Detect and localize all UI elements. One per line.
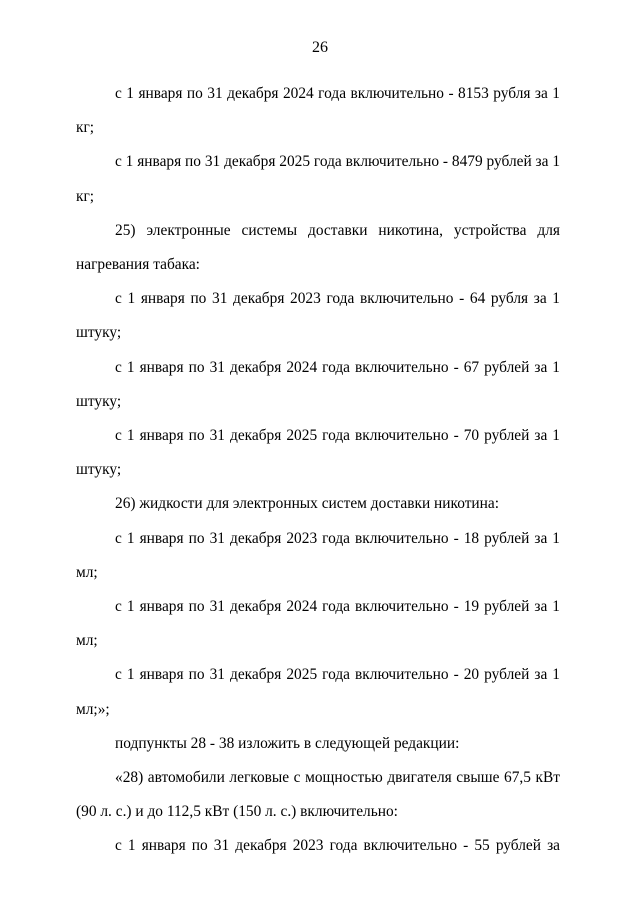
document-body: [76, 77, 560, 864]
paragraph-item-28-heading: «28) автомобили легковые с мощностью двигателя свыше 67,5 кВт (90 л. с.) и до 112,5 кВт (150 л. с.) включительно:: [76, 769, 560, 821]
paragraph-excise-rate-2024-per-kg: с 1 января по 31 декабря 2024 года включительно - 8153 рубля за 1 кг;: [76, 85, 560, 137]
paragraph-item-25-rate-2023: с 1 января по 31 декабря 2023 года включительно - 64 рубля за 1 штуку;: [76, 290, 560, 342]
paragraph-item-28-rate-2023: с 1 января по 31 декабря 2023 года включительно - 55 рублей за: [115, 837, 560, 855]
paragraph-amendment-instruction: подпункты 28 - 38 изложить в следующей редакции:: [115, 734, 460, 752]
paragraph-item-25-rate-2024: с 1 января по 31 декабря 2024 года включительно - 67 рублей за 1 штуку;: [76, 358, 560, 410]
paragraph-item-25-heading: 25) электронные системы доставки никотина, устройства для нагревания табака:: [76, 221, 560, 274]
paragraph-item-26-rate-2023: с 1 января по 31 декабря 2023 года включительно - 18 рублей за 1 мл;: [76, 529, 560, 581]
paragraph-item-26-rate-2025: с 1 января по 31 декабря 2025 года включительно - 20 рублей за 1 мл;»;: [76, 666, 560, 718]
paragraph-item-26-rate-2024: с 1 января по 31 декабря 2024 года включительно - 19 рублей за 1 мл;: [76, 598, 560, 650]
paragraph-item-26-heading: 26) жидкости для электронных систем доставки никотина:: [115, 495, 500, 513]
page-number: 26: [312, 39, 328, 56]
paragraph-item-25-rate-2025: с 1 января по 31 декабря 2025 года включительно - 70 рублей за 1 штуку;: [76, 427, 560, 479]
paragraph-excise-rate-2025-per-kg: с 1 января по 31 декабря 2025 года включительно - 8479 рублей за 1 кг;: [76, 153, 561, 205]
